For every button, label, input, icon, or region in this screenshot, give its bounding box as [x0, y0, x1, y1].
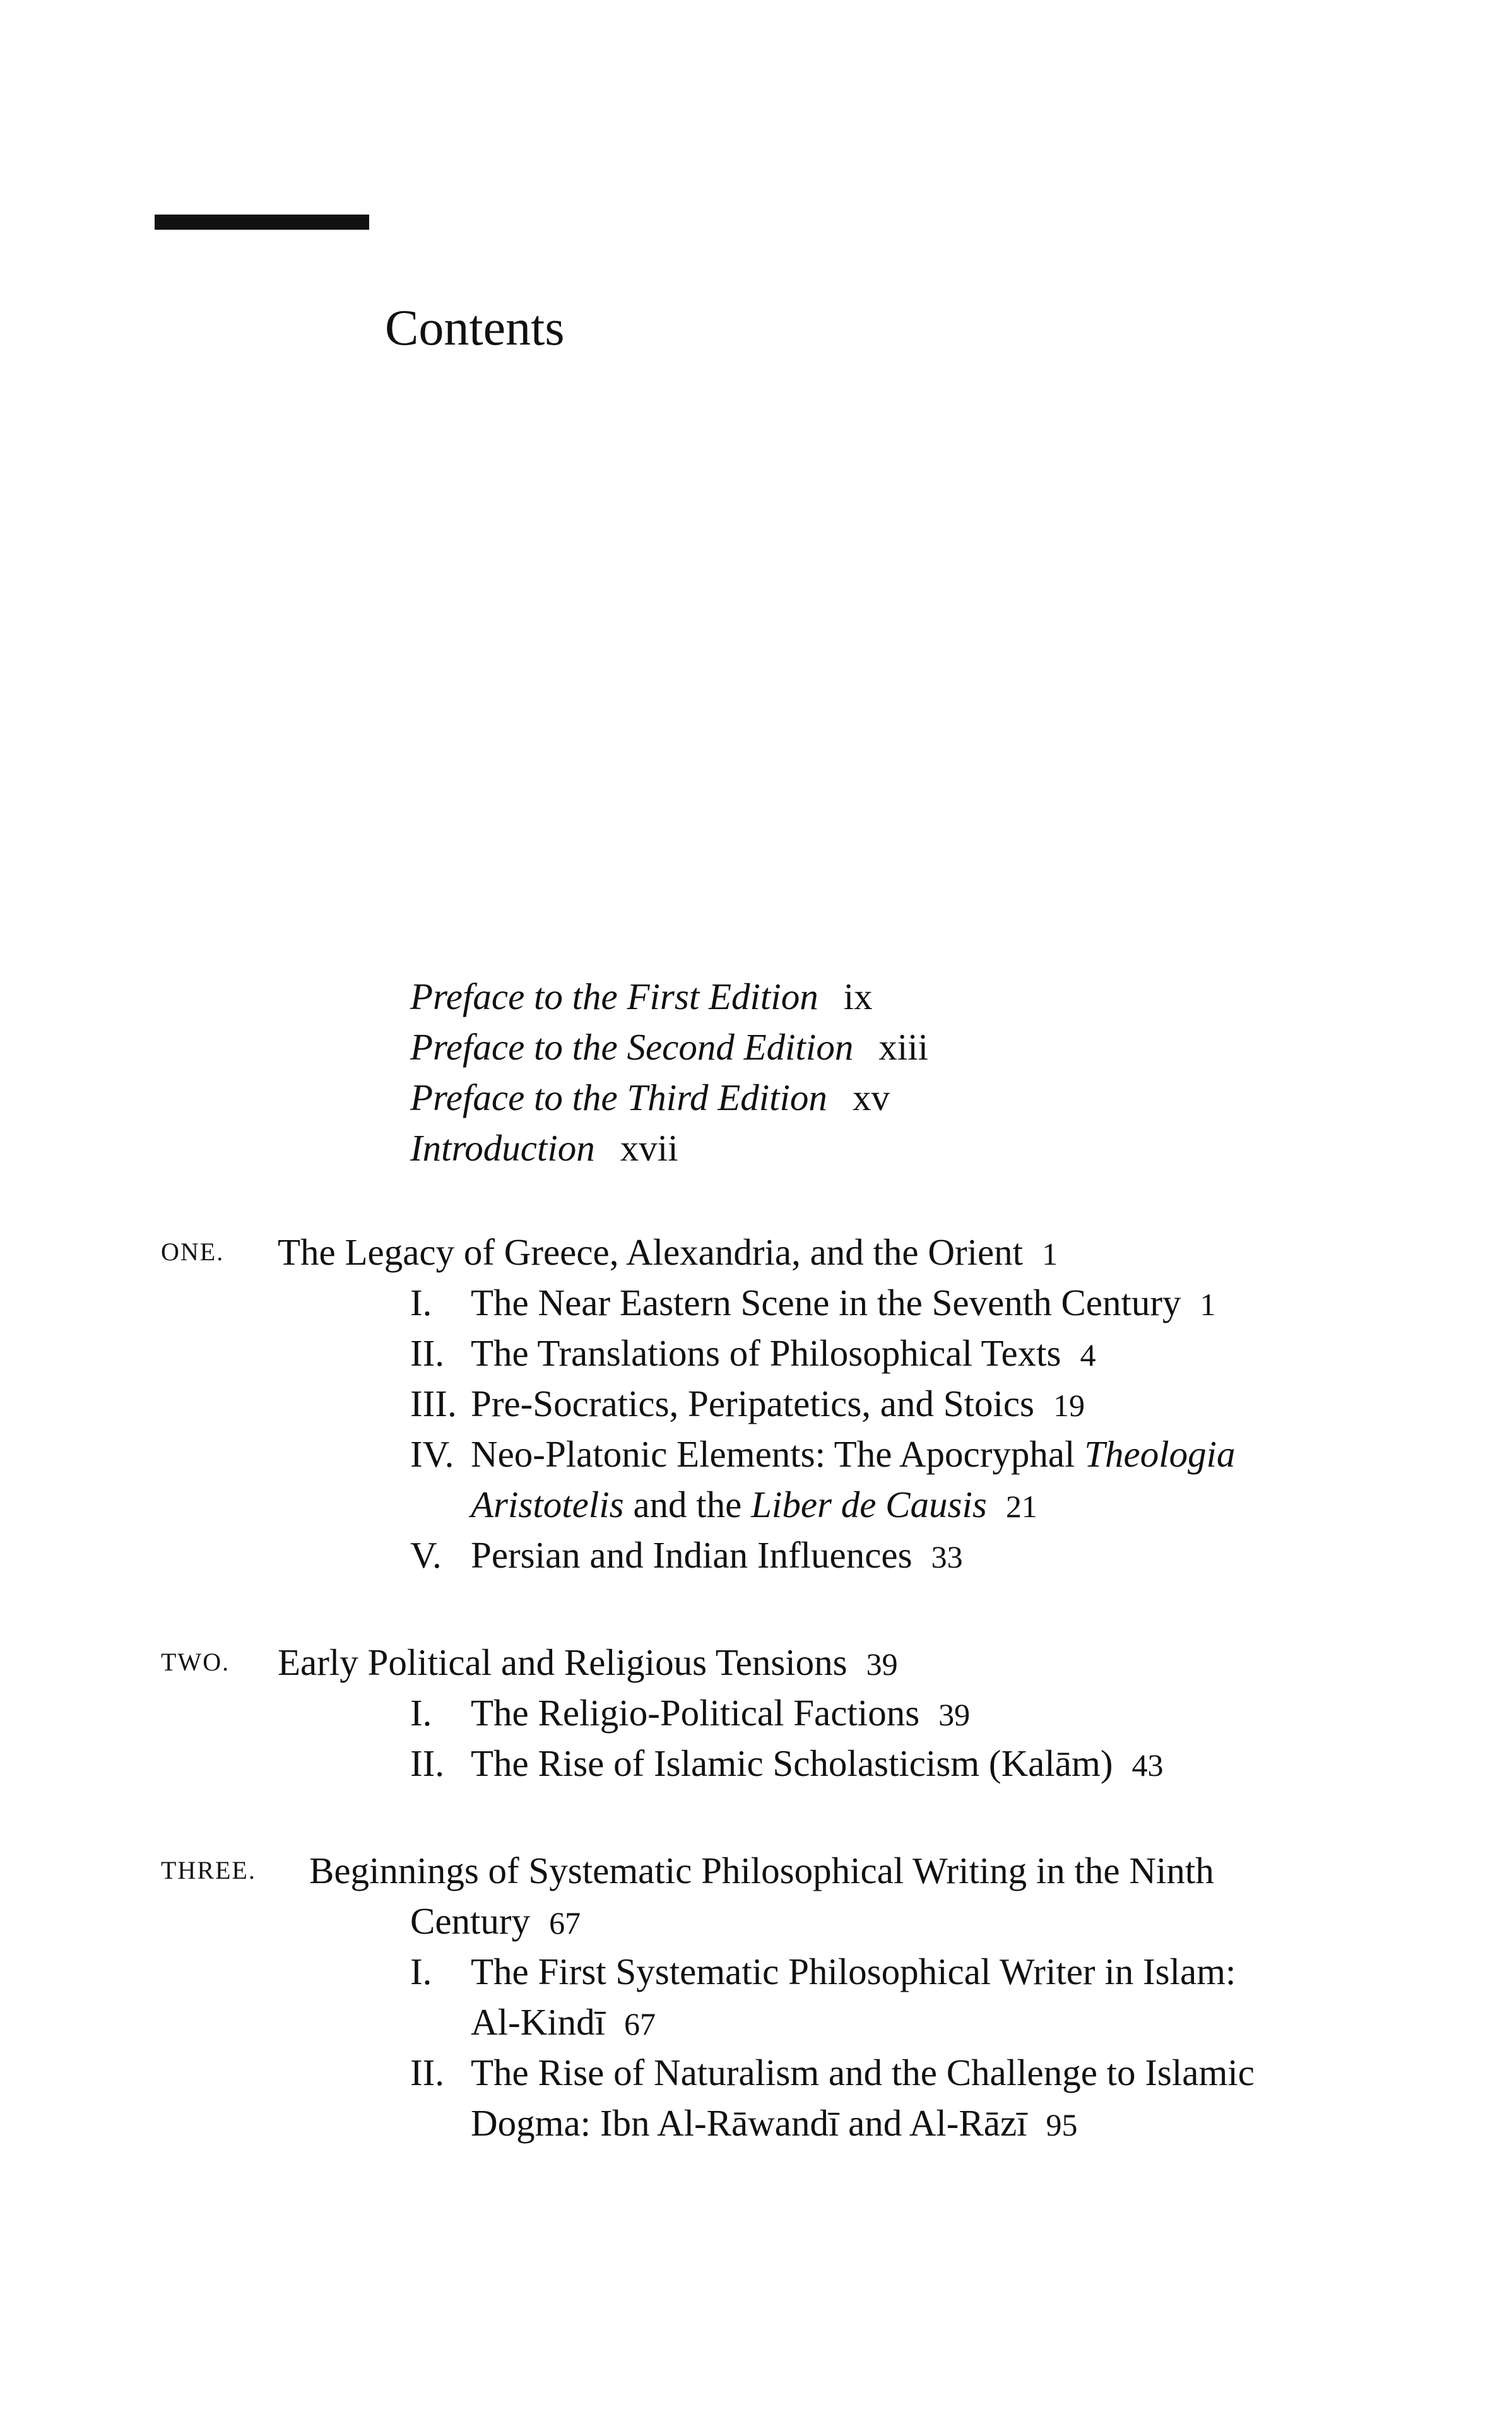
- toc-entry-introduction[interactable]: Introduction xvii: [410, 1127, 678, 1169]
- toc-entry-section[interactable]: II. The Rise of Islamic Scholasticism (Kalām) 43: [410, 1742, 1164, 1784]
- toc-entry-preface-first[interactable]: Preface to the First Edition ix: [410, 976, 873, 1017]
- toc-entry-section-continued[interactable]: Al-Kindī 67: [471, 2001, 656, 2043]
- chapter-number: THREE.: [161, 1856, 256, 1884]
- toc-entry-chapter-two[interactable]: Early Political and Religious Tensions 39: [278, 1641, 898, 1683]
- toc-entry-chapter-one[interactable]: The Legacy of Greece, Alexandria, and the Orient 1: [278, 1231, 1058, 1273]
- chapter-number: ONE.: [161, 1238, 225, 1266]
- toc-entry-section[interactable]: I. The Near Eastern Scene in the Seventh Century 1: [410, 1282, 1216, 1323]
- toc-entry-section-continued[interactable]: Dogma: Ibn Al-Rāwandī and Al-Rāzī 95: [471, 2102, 1078, 2144]
- toc-entry-section[interactable]: IV. Neo-Platonic Elements: The Apocryphal Theologia: [410, 1433, 1236, 1475]
- toc-entry-section[interactable]: I. The Religio-Political Factions 39: [410, 1692, 971, 1734]
- page-title: Contents: [385, 300, 565, 356]
- toc-entry-section[interactable]: III. Pre-Socratics, Peripatetics, and Stoics 19: [410, 1383, 1085, 1424]
- chapter-number: TWO.: [161, 1648, 230, 1676]
- toc-entry-section-continued[interactable]: Aristotelis and the Liber de Causis 21: [471, 1484, 1037, 1525]
- toc-entry-preface-third[interactable]: Preface to the Third Edition xv: [410, 1077, 890, 1118]
- toc-entry-preface-second[interactable]: Preface to the Second Edition xiii: [410, 1026, 929, 1068]
- header-rule: [155, 215, 369, 230]
- toc-entry-section[interactable]: II. The Translations of Philosophical Texts 4: [410, 1332, 1096, 1374]
- toc-entry-section[interactable]: II. The Rise of Naturalism and the Challenge to Islamic: [410, 2052, 1255, 2093]
- toc-entry-chapter-three[interactable]: Beginnings of Systematic Philosophical Writing in the Ninth: [309, 1850, 1214, 1891]
- toc-entry-section[interactable]: I. The First Systematic Philosophical Writer in Islam:: [410, 1951, 1236, 1992]
- toc-entry-section[interactable]: V. Persian and Indian Influences 33: [410, 1534, 963, 1576]
- toc-entry-chapter-three-continued[interactable]: Century 67: [410, 1900, 581, 1942]
